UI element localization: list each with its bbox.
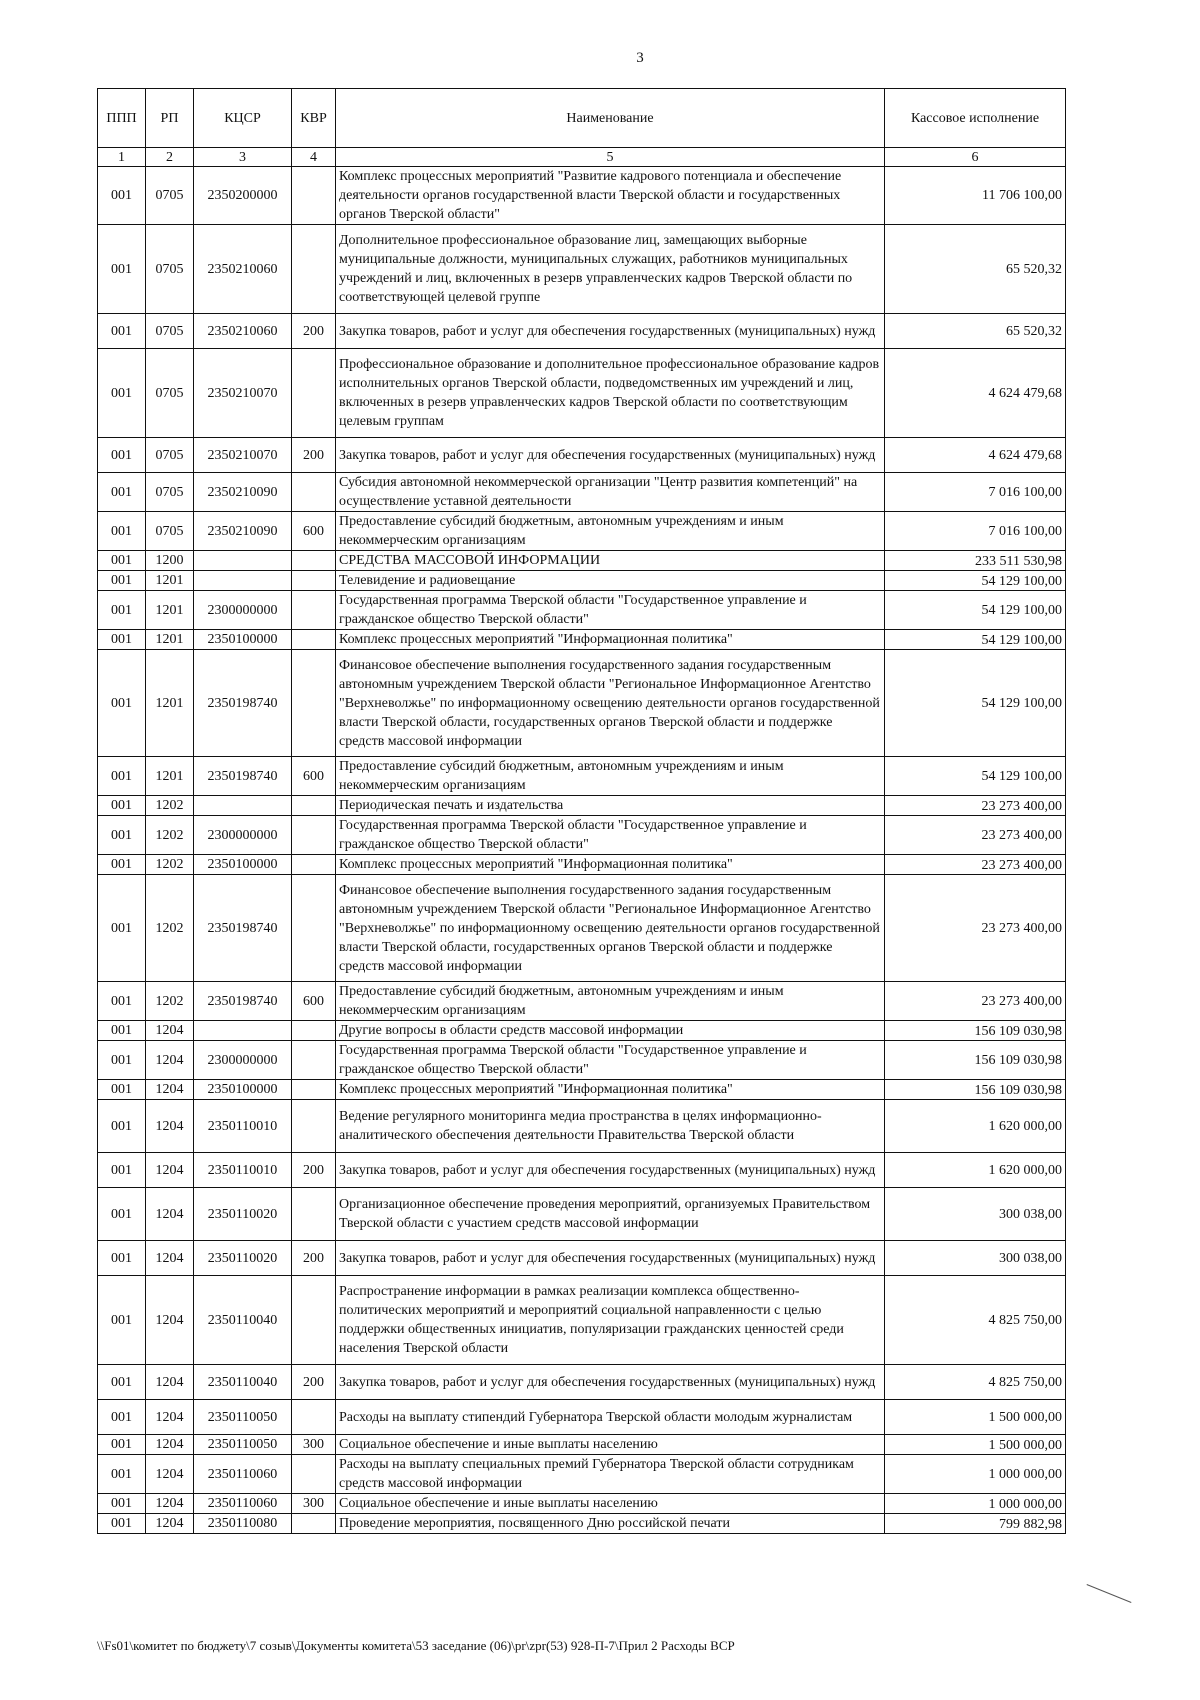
amount-cell: 23 273 400,00	[885, 875, 1066, 982]
name-cell: Социальное обеспечение и иные выплаты населению	[336, 1435, 885, 1455]
name-cell: Периодическая печать и издательства	[336, 796, 885, 816]
kvr-cell: 200	[292, 1153, 336, 1188]
name-cell: Ведение регулярного мониторинга медиа пространства в целях информационно-аналитического обеспечения деятельности Правительства Тверской области	[336, 1100, 885, 1153]
kcsr-cell: 2350198740	[194, 982, 292, 1021]
kcsr-cell: 2350110020	[194, 1241, 292, 1276]
rp-cell: 1200	[146, 551, 194, 571]
rp-cell: 1204	[146, 1514, 194, 1534]
column-number: 4	[292, 148, 336, 167]
name-cell: Закупка товаров, работ и услуг для обеспечения государственных (муниципальных) нужд	[336, 438, 885, 473]
header-rp: РП	[146, 89, 194, 148]
kcsr-cell: 2350198740	[194, 650, 292, 757]
rp-cell: 1204	[146, 1188, 194, 1241]
amount-cell: 1 620 000,00	[885, 1100, 1066, 1153]
table-row	[98, 650, 1066, 757]
kvr-cell: 600	[292, 757, 336, 796]
amount-cell: 54 129 100,00	[885, 630, 1066, 650]
amount-cell: 54 129 100,00	[885, 571, 1066, 591]
kcsr-cell: 2350110020	[194, 1188, 292, 1241]
ppp-cell: 001	[98, 571, 146, 591]
name-cell: Государственная программа Тверской области "Государственное управление и гражданское общество Тверской области"	[336, 1041, 885, 1080]
ppp-cell: 001	[98, 1494, 146, 1514]
kcsr-cell: 2350110040	[194, 1276, 292, 1365]
kvr-cell	[292, 796, 336, 816]
table-row	[98, 1276, 1066, 1365]
kvr-cell	[292, 1400, 336, 1435]
ppp-cell: 001	[98, 551, 146, 571]
kvr-cell	[292, 1455, 336, 1494]
kcsr-cell: 2350110060	[194, 1455, 292, 1494]
ppp-cell: 001	[98, 225, 146, 314]
kcsr-cell	[194, 551, 292, 571]
table-row	[98, 982, 1066, 1021]
kvr-cell	[292, 571, 336, 591]
kcsr-cell: 2350110010	[194, 1100, 292, 1153]
table-row	[98, 1365, 1066, 1400]
name-cell: Предоставление субсидий бюджетным, автономным учреждениям и иным некоммерческим организациям	[336, 982, 885, 1021]
table-row	[98, 1494, 1066, 1514]
rp-cell: 1204	[146, 1365, 194, 1400]
kvr-cell	[292, 1080, 336, 1100]
ppp-cell: 001	[98, 1241, 146, 1276]
rp-cell: 1202	[146, 855, 194, 875]
amount-cell: 54 129 100,00	[885, 650, 1066, 757]
header-ppp: ППП	[98, 89, 146, 148]
rp-cell: 1204	[146, 1455, 194, 1494]
ppp-cell: 001	[98, 650, 146, 757]
amount-cell: 233 511 530,98	[885, 551, 1066, 571]
table-row	[98, 1021, 1066, 1041]
table-row	[98, 571, 1066, 591]
kvr-cell	[292, 1041, 336, 1080]
kvr-cell	[292, 630, 336, 650]
ppp-cell: 001	[98, 1188, 146, 1241]
kcsr-cell: 2350110040	[194, 1365, 292, 1400]
amount-cell: 4 624 479,68	[885, 349, 1066, 438]
kcsr-cell: 2350110010	[194, 1153, 292, 1188]
amount-cell: 54 129 100,00	[885, 591, 1066, 630]
rp-cell: 0705	[146, 225, 194, 314]
ppp-cell: 001	[98, 757, 146, 796]
kvr-cell	[292, 875, 336, 982]
kcsr-cell: 2350110050	[194, 1400, 292, 1435]
footer-file-path: \\Fs01\комитет по бюджету\7 созыв\Документы комитета\53 заседание (06)\pr\zpr(53) 928-П-7\Прил 2 Расходы ВСР	[97, 1638, 735, 1653]
ppp-cell: 001	[98, 512, 146, 551]
rp-cell: 1204	[146, 1021, 194, 1041]
ppp-cell: 001	[98, 1435, 146, 1455]
kvr-cell	[292, 225, 336, 314]
amount-cell: 23 273 400,00	[885, 796, 1066, 816]
amount-cell: 1 500 000,00	[885, 1435, 1066, 1455]
name-cell: Финансовое обеспечение выполнения государственного задания государственным автономным учреждением Тверской области "Региональное Информационное Агентство "Верхневолжье" по информационному освещению деятельности органов государственной власти Тверской области, государственных органов Тверской области и поддержке средств массовой информации	[336, 875, 885, 982]
ppp-cell: 001	[98, 855, 146, 875]
table-row	[98, 473, 1066, 512]
rp-cell: 1202	[146, 816, 194, 855]
name-cell: Закупка товаров, работ и услуг для обеспечения государственных (муниципальных) нужд	[336, 1153, 885, 1188]
rp-cell: 0705	[146, 349, 194, 438]
kcsr-cell: 2350100000	[194, 855, 292, 875]
kcsr-cell: 2350200000	[194, 167, 292, 225]
kvr-cell: 200	[292, 1365, 336, 1400]
column-number: 5	[336, 148, 885, 167]
name-cell: Телевидение и радиовещание	[336, 571, 885, 591]
table-row	[98, 796, 1066, 816]
name-cell: Профессиональное образование и дополнительное профессиональное образование кадров исполнительных органов Тверской области, подведомственных им учреждений и лиц, включенных в резерв управленческих кадров Тверской области по соответствующим целевым группам	[336, 349, 885, 438]
amount-cell: 300 038,00	[885, 1188, 1066, 1241]
kvr-cell	[292, 167, 336, 225]
name-cell: Организационное обеспечение проведения мероприятий, организуемых Правительством Тверской области с участием средств массовой информации	[336, 1188, 885, 1241]
header-kcsr: КЦСР	[194, 89, 292, 148]
rp-cell: 1202	[146, 982, 194, 1021]
kvr-cell	[292, 855, 336, 875]
rp-cell: 1204	[146, 1100, 194, 1153]
amount-cell: 4 624 479,68	[885, 438, 1066, 473]
amount-cell: 1 500 000,00	[885, 1400, 1066, 1435]
kcsr-cell: 2300000000	[194, 1041, 292, 1080]
table-row	[98, 438, 1066, 473]
ppp-cell: 001	[98, 796, 146, 816]
amount-cell: 23 273 400,00	[885, 855, 1066, 875]
table-row	[98, 225, 1066, 314]
table-row	[98, 816, 1066, 855]
kvr-cell	[292, 473, 336, 512]
table-row	[98, 1435, 1066, 1455]
rp-cell: 0705	[146, 314, 194, 349]
amount-cell: 156 109 030,98	[885, 1041, 1066, 1080]
rp-cell: 1201	[146, 650, 194, 757]
name-cell: СРЕДСТВА МАССОВОЙ ИНФОРМАЦИИ	[336, 551, 885, 571]
kcsr-cell	[194, 796, 292, 816]
rp-cell: 1201	[146, 571, 194, 591]
page-number: 3	[636, 50, 644, 66]
kcsr-cell: 2350210060	[194, 314, 292, 349]
amount-cell: 1 000 000,00	[885, 1455, 1066, 1494]
amount-cell: 300 038,00	[885, 1241, 1066, 1276]
ppp-cell: 001	[98, 1455, 146, 1494]
name-cell: Социальное обеспечение и иные выплаты населению	[336, 1494, 885, 1514]
kvr-cell	[292, 349, 336, 438]
table-row	[98, 512, 1066, 551]
amount-cell: 156 109 030,98	[885, 1080, 1066, 1100]
table-row	[98, 757, 1066, 796]
rp-cell: 1204	[146, 1400, 194, 1435]
amount-cell: 23 273 400,00	[885, 816, 1066, 855]
ppp-cell: 001	[98, 1514, 146, 1534]
kcsr-cell: 2350110080	[194, 1514, 292, 1534]
kvr-cell: 600	[292, 512, 336, 551]
table-row	[98, 1041, 1066, 1080]
name-cell: Расходы на выплату специальных премий Губернатора Тверской области сотрудникам средств массовой информации	[336, 1455, 885, 1494]
kvr-cell: 600	[292, 982, 336, 1021]
ppp-cell: 001	[98, 630, 146, 650]
table-row	[98, 591, 1066, 630]
ppp-cell: 001	[98, 1276, 146, 1365]
kcsr-cell	[194, 1021, 292, 1041]
kcsr-cell: 2350210060	[194, 225, 292, 314]
table-header-row	[98, 89, 1066, 148]
ppp-cell: 001	[98, 1365, 146, 1400]
ppp-cell: 001	[98, 591, 146, 630]
name-cell: Комплекс процессных мероприятий "Информационная политика"	[336, 1080, 885, 1100]
table-row	[98, 1100, 1066, 1153]
rp-cell: 0705	[146, 438, 194, 473]
rp-cell: 0705	[146, 512, 194, 551]
name-cell: Государственная программа Тверской области "Государственное управление и гражданское общество Тверской области"	[336, 591, 885, 630]
name-cell: Предоставление субсидий бюджетным, автономным учреждениям и иным некоммерческим организациям	[336, 757, 885, 796]
rp-cell: 1204	[146, 1241, 194, 1276]
kvr-cell	[292, 551, 336, 571]
rp-cell: 1204	[146, 1435, 194, 1455]
kcsr-cell: 2350210090	[194, 512, 292, 551]
header-kvr: КВР	[292, 89, 336, 148]
table-row	[98, 855, 1066, 875]
name-cell: Проведение мероприятия, посвященного Дню российской печати	[336, 1514, 885, 1534]
rp-cell: 1201	[146, 630, 194, 650]
kvr-cell	[292, 1188, 336, 1241]
amount-cell: 4 825 750,00	[885, 1365, 1066, 1400]
amount-cell: 54 129 100,00	[885, 757, 1066, 796]
kvr-cell	[292, 1514, 336, 1534]
ppp-cell: 001	[98, 1080, 146, 1100]
amount-cell: 7 016 100,00	[885, 473, 1066, 512]
budget-table	[97, 88, 1066, 1534]
kcsr-cell: 2350110060	[194, 1494, 292, 1514]
table-row	[98, 167, 1066, 225]
ppp-cell: 001	[98, 167, 146, 225]
amount-cell: 1 000 000,00	[885, 1494, 1066, 1514]
kcsr-cell: 2350110050	[194, 1435, 292, 1455]
name-cell: Другие вопросы в области средств массовой информации	[336, 1021, 885, 1041]
name-cell: Закупка товаров, работ и услуг для обеспечения государственных (муниципальных) нужд	[336, 314, 885, 349]
table-row	[98, 314, 1066, 349]
table-row	[98, 875, 1066, 982]
amount-cell: 7 016 100,00	[885, 512, 1066, 551]
table-row	[98, 1514, 1066, 1534]
scan-mark	[1087, 1584, 1132, 1603]
rp-cell: 0705	[146, 473, 194, 512]
ppp-cell: 001	[98, 1400, 146, 1435]
rp-cell: 1202	[146, 875, 194, 982]
name-cell: Финансовое обеспечение выполнения государственного задания государственным автономным учреждением Тверской области "Региональное Информационное Агентство "Верхневолжье" по информационному освещению деятельности органов государственной власти Тверской области, государственных органов Тверской области и поддержке средств массовой информации	[336, 650, 885, 757]
rp-cell: 1204	[146, 1153, 194, 1188]
ppp-cell: 001	[98, 438, 146, 473]
name-cell: Дополнительное профессиональное образование лиц, замещающих выборные муниципальные должности, муниципальных служащих, работников муниципальных учреждений и лиц, включенных в резерв управленческих кадров Тверской области по соответствующей целевой группе	[336, 225, 885, 314]
rp-cell: 1202	[146, 796, 194, 816]
kcsr-cell: 2350210090	[194, 473, 292, 512]
name-cell: Предоставление субсидий бюджетным, автономным учреждениям и иным некоммерческим организациям	[336, 512, 885, 551]
kcsr-cell: 2350210070	[194, 438, 292, 473]
kvr-cell	[292, 1100, 336, 1153]
ppp-cell: 001	[98, 473, 146, 512]
rp-cell: 1204	[146, 1276, 194, 1365]
rp-cell: 1201	[146, 757, 194, 796]
table-row	[98, 630, 1066, 650]
kcsr-cell	[194, 571, 292, 591]
ppp-cell: 001	[98, 1041, 146, 1080]
kvr-cell: 200	[292, 314, 336, 349]
column-number: 3	[194, 148, 292, 167]
kvr-cell: 200	[292, 1241, 336, 1276]
header-name: Наименование	[336, 89, 885, 148]
kvr-cell: 300	[292, 1494, 336, 1514]
kcsr-cell: 2350100000	[194, 1080, 292, 1100]
name-cell: Распространение информации в рамках реализации комплекса общественно-политических мероприятий и мероприятий социальной направленности с целью поддержки общественных инициатив, популяризации гражданских ценностей среди населения Тверской области	[336, 1276, 885, 1365]
table-row	[98, 551, 1066, 571]
kvr-cell	[292, 650, 336, 757]
table-row	[98, 1400, 1066, 1435]
kcsr-cell: 2300000000	[194, 591, 292, 630]
column-number: 2	[146, 148, 194, 167]
amount-cell: 156 109 030,98	[885, 1021, 1066, 1041]
kcsr-cell: 2350100000	[194, 630, 292, 650]
ppp-cell: 001	[98, 875, 146, 982]
rp-cell: 0705	[146, 167, 194, 225]
name-cell: Закупка товаров, работ и услуг для обеспечения государственных (муниципальных) нужд	[336, 1365, 885, 1400]
column-number: 1	[98, 148, 146, 167]
kcsr-cell: 2350198740	[194, 875, 292, 982]
name-cell: Комплекс процессных мероприятий "Информационная политика"	[336, 855, 885, 875]
kvr-cell	[292, 1276, 336, 1365]
amount-cell: 65 520,32	[885, 225, 1066, 314]
kvr-cell: 200	[292, 438, 336, 473]
ppp-cell: 001	[98, 349, 146, 438]
rp-cell: 1204	[146, 1041, 194, 1080]
kcsr-cell: 2300000000	[194, 816, 292, 855]
table-row	[98, 1080, 1066, 1100]
kcsr-cell: 2350210070	[194, 349, 292, 438]
table-row	[98, 1188, 1066, 1241]
amount-cell: 11 706 100,00	[885, 167, 1066, 225]
name-cell: Расходы на выплату стипендий Губернатора Тверской области молодым журналистам	[336, 1400, 885, 1435]
kvr-cell: 300	[292, 1435, 336, 1455]
kcsr-cell: 2350198740	[194, 757, 292, 796]
amount-cell: 65 520,32	[885, 314, 1066, 349]
name-cell: Субсидия автономной некоммерческой организации "Центр развития компетенций" на осуществление уставной деятельности	[336, 473, 885, 512]
header-amount: Кассовое исполнение	[885, 89, 1066, 148]
kvr-cell	[292, 816, 336, 855]
amount-cell: 1 620 000,00	[885, 1153, 1066, 1188]
ppp-cell: 001	[98, 314, 146, 349]
table-row	[98, 349, 1066, 438]
column-number-row	[98, 148, 1066, 167]
ppp-cell: 001	[98, 1100, 146, 1153]
name-cell: Комплекс процессных мероприятий "Информационная политика"	[336, 630, 885, 650]
ppp-cell: 001	[98, 982, 146, 1021]
name-cell: Государственная программа Тверской области "Государственное управление и гражданское общество Тверской области"	[336, 816, 885, 855]
table-body	[98, 167, 1066, 1534]
table-row	[98, 1455, 1066, 1494]
kvr-cell	[292, 591, 336, 630]
column-number: 6	[885, 148, 1066, 167]
ppp-cell: 001	[98, 816, 146, 855]
name-cell: Закупка товаров, работ и услуг для обеспечения государственных (муниципальных) нужд	[336, 1241, 885, 1276]
rp-cell: 1204	[146, 1080, 194, 1100]
table-row	[98, 1153, 1066, 1188]
amount-cell: 4 825 750,00	[885, 1276, 1066, 1365]
amount-cell: 23 273 400,00	[885, 982, 1066, 1021]
rp-cell: 1204	[146, 1494, 194, 1514]
ppp-cell: 001	[98, 1153, 146, 1188]
amount-cell: 799 882,98	[885, 1514, 1066, 1534]
name-cell: Комплекс процессных мероприятий "Развитие кадрового потенциала и обеспечение деятельности органов государственной власти Тверской области и государственных органов Тверской области"	[336, 167, 885, 225]
kvr-cell	[292, 1021, 336, 1041]
rp-cell: 1201	[146, 591, 194, 630]
table-row	[98, 1241, 1066, 1276]
ppp-cell: 001	[98, 1021, 146, 1041]
